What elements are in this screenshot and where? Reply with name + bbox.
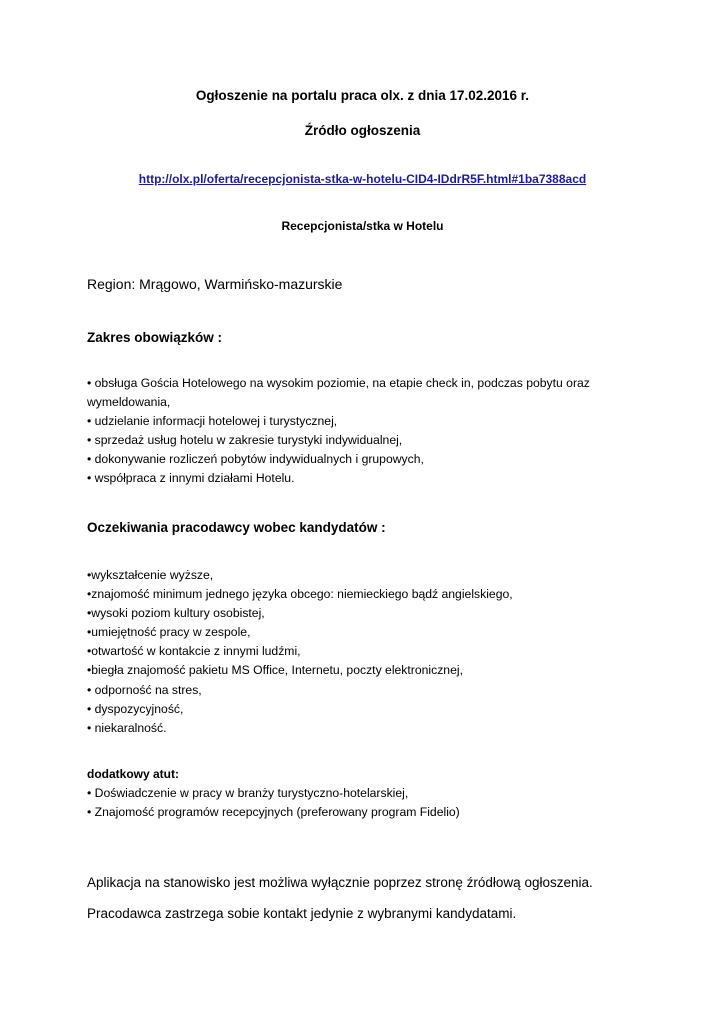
list-item: • udzielanie informacji hotelowej i turystycznej, — [87, 414, 338, 429]
list-item: •wysoki poziom kultury osobistej, — [87, 606, 265, 621]
extra-list — [87, 784, 460, 822]
list-item: • sprzedaż usług hotelu w zakresie turystyki indywidualnej, — [87, 433, 403, 448]
extra-heading: dodatkowy atut: — [87, 767, 179, 781]
list-item: •umiejętność pracy w zespole, — [87, 625, 251, 640]
list-item: • dyspozycyjność, — [87, 701, 184, 716]
contact-note: Pracodawca zastrzega sobie kontakt jedynie z wybranymi kandydatami. — [87, 906, 517, 921]
list-item: •otwartość w kontakcie z innymi ludźmi, — [87, 644, 301, 659]
list-item: •znajomość minimum jednego języka obcego: niemieckiego bądź angielskiego, — [87, 587, 513, 602]
application-note: Aplikacja na stanowisko jest możliwa wyłącznie poprzez stronę źródłową ogłoszenia. — [87, 875, 593, 890]
list-item: • dokonywanie rozliczeń pobytów indywidualnych i grupowych, — [87, 452, 424, 467]
list-item: •wykształcenie wyższe, — [87, 568, 214, 582]
list-item: •biegła znajomość pakietu MS Office, Internetu, poczty elektronicznej, — [87, 663, 463, 678]
list-item: • niekaralność. — [87, 720, 167, 735]
source-label: Źródło ogłoszenia — [304, 123, 421, 138]
source-url-link[interactable]: http://olx.pl/oferta/recepcjonista-stka-w-hotelu-CID4-IDdrR5F.html#1ba7388acd — [138, 172, 587, 186]
list-item: wymeldowania, — [87, 395, 171, 410]
job-title: Recepcjonista/stka w Hotelu — [281, 219, 444, 233]
duties-list — [87, 374, 590, 489]
list-item: • współpraca z innymi działami Hotelu. — [87, 471, 295, 486]
list-item: • Doświadczenie w pracy w branży turystyczno-hotelarskiej, — [87, 786, 409, 800]
header-title: Ogłoszenie na portalu praca olx. z dnia 17.02.2016 r. — [195, 88, 530, 103]
region-text: Region: Mrągowo, Warmińsko-mazurskie — [87, 276, 343, 292]
duties-heading: Zakres obowiązków : — [87, 330, 223, 345]
list-item: • odporność na stres, — [87, 682, 202, 697]
expectations-heading: Oczekiwania pracodawcy wobec kandydatów : — [87, 520, 386, 535]
list-item: • Znajomość programów recepcyjnych (preferowany program Fidelio) — [87, 805, 460, 820]
expectations-list — [87, 566, 513, 738]
list-item: • obsługa Gościa Hotelowego na wysokim poziomie, na etapie check in, podczas pobytu oraz — [87, 376, 590, 390]
